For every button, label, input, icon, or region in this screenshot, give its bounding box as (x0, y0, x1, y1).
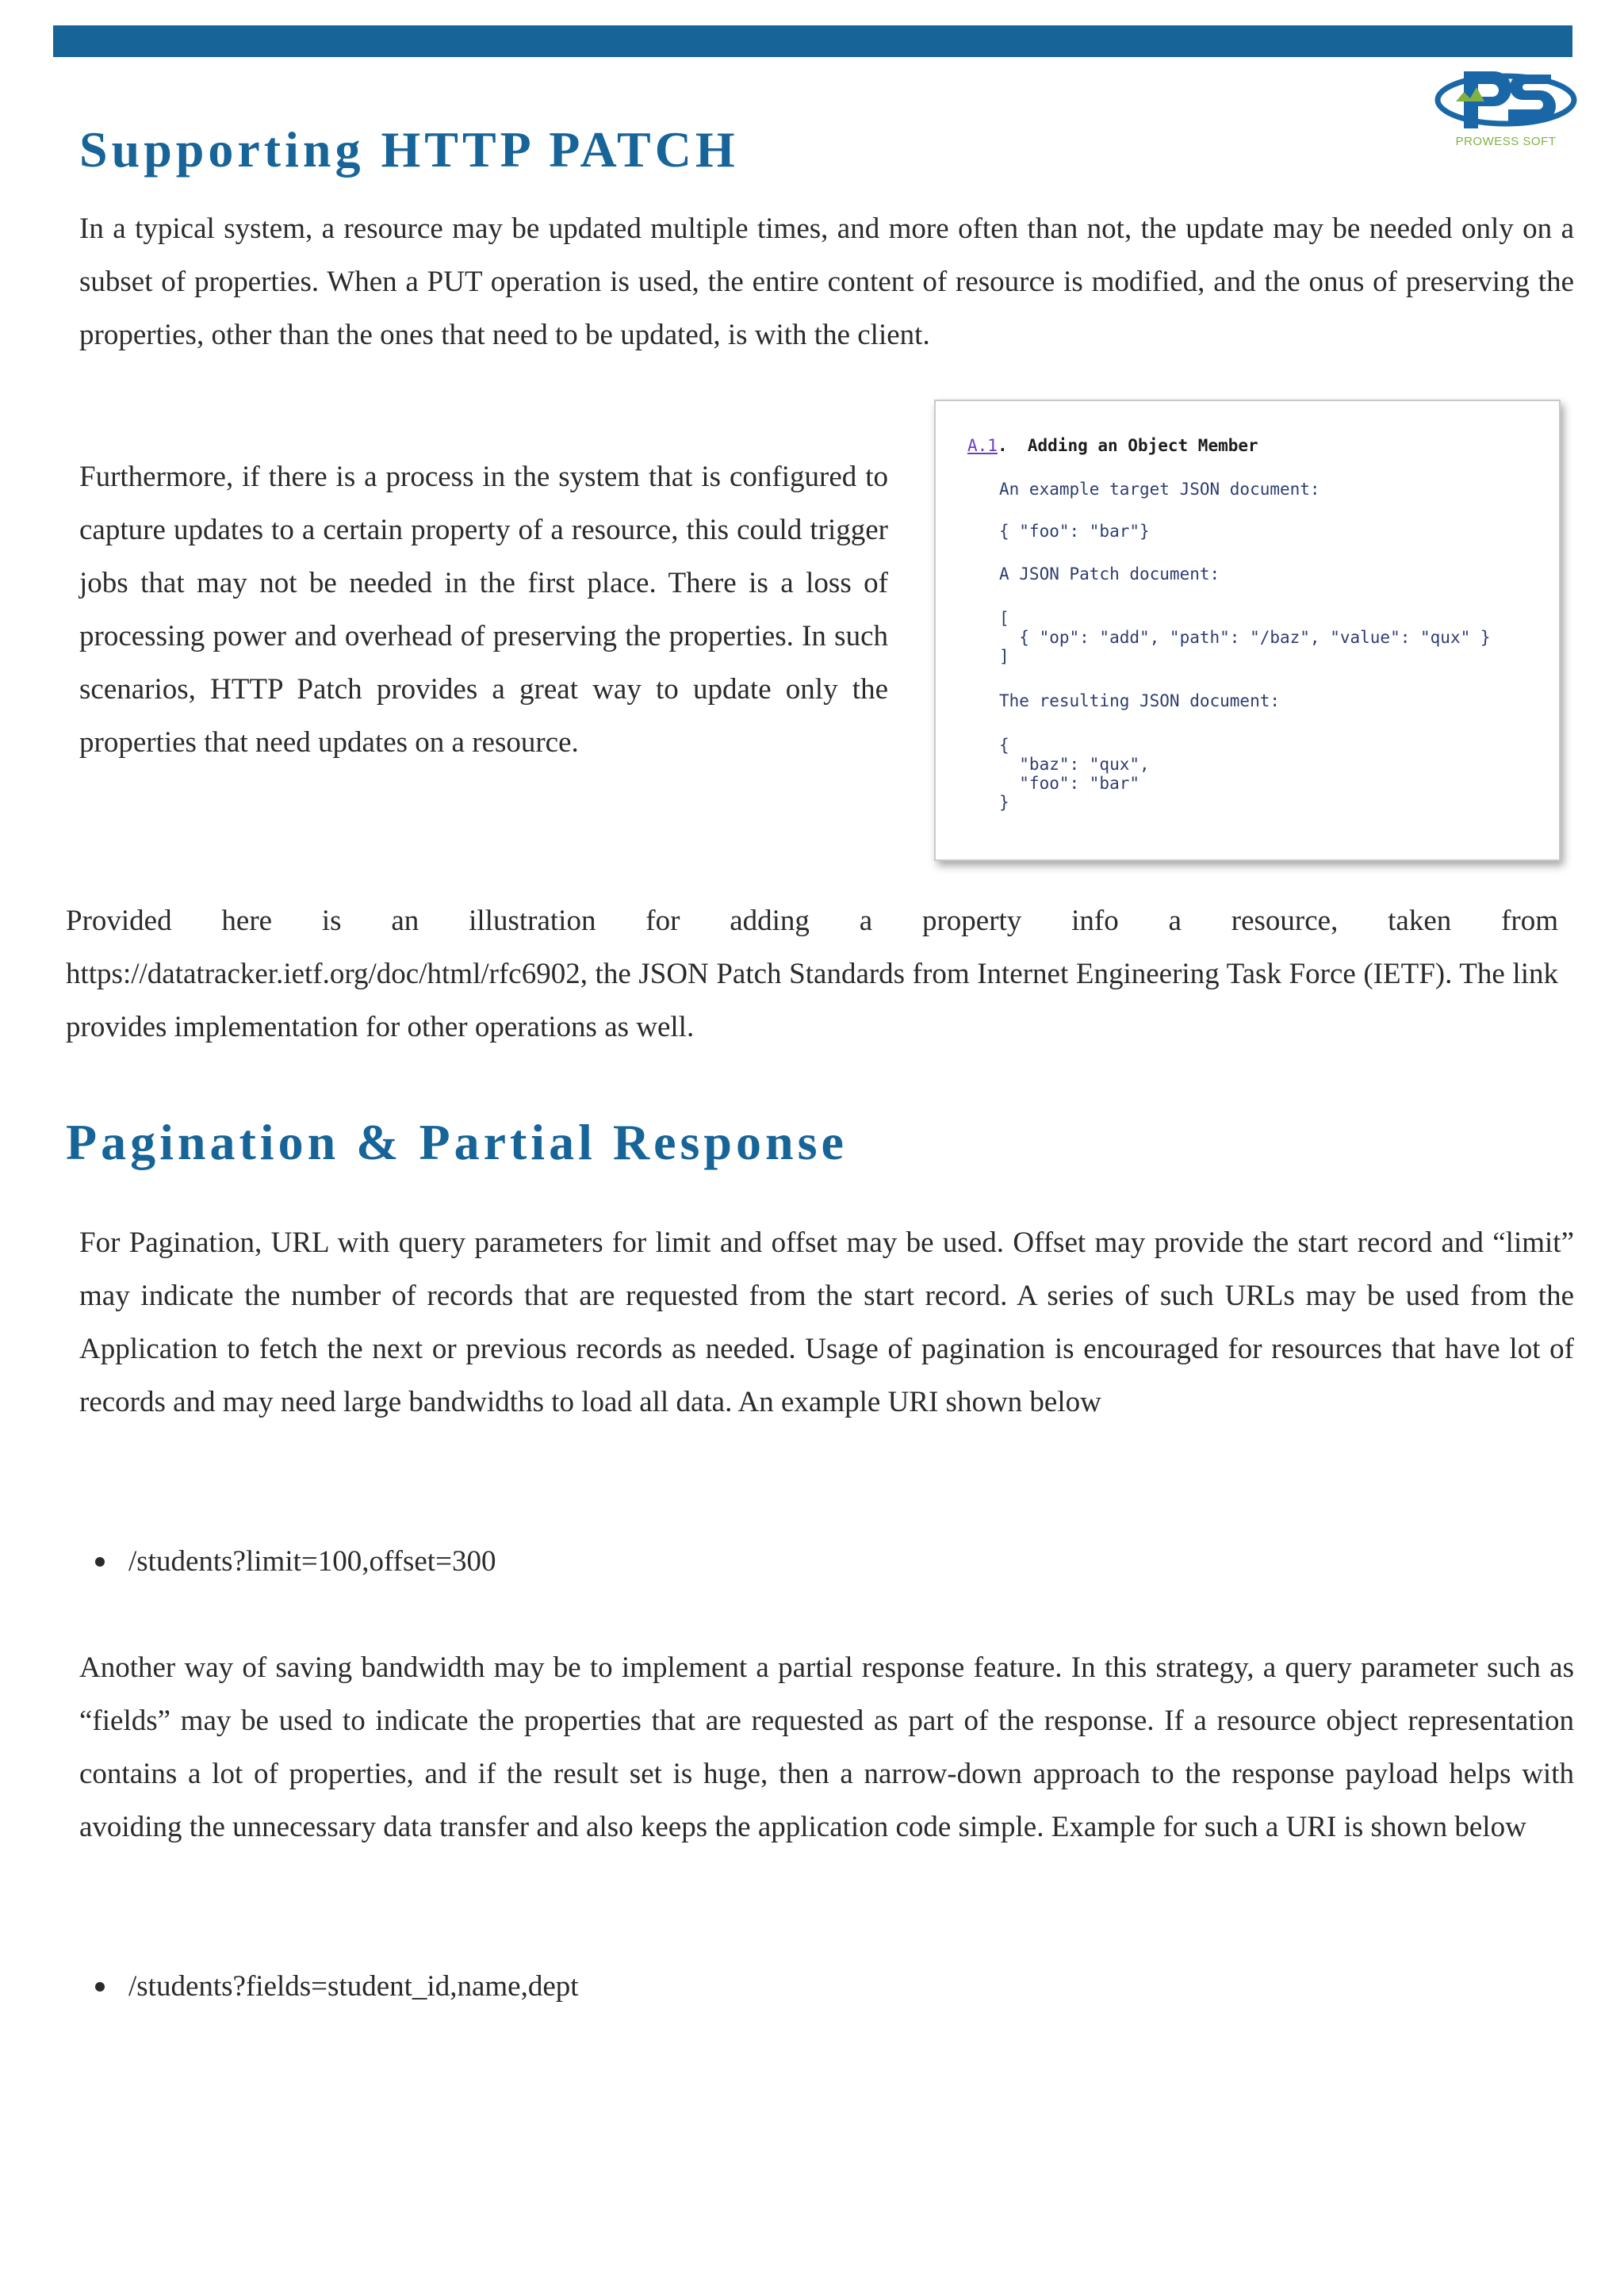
section-title-pagination: Pagination & Partial Response (66, 1114, 848, 1170)
rfc-section-title: . Adding an Object Member (997, 436, 1258, 455)
rfc-excerpt-image (934, 400, 1561, 861)
list-item-text: /students?limit=100,offset=300 (128, 1545, 496, 1578)
bullet-icon (95, 1982, 105, 1992)
logo-mark-icon (1432, 62, 1580, 135)
logo-subtitle: PROWESS SOFT (1455, 135, 1557, 148)
rfc-line: { "op": "add", "path": "/baz", "value": "qux" } (999, 628, 1491, 647)
rfc-line: { "foo": "bar"} (999, 522, 1150, 541)
rfc-line: } (999, 793, 1009, 812)
rfc-section-number: A.1 (967, 436, 998, 455)
paragraph-intro: In a typical system, a resource may be updated multiple times, and more often than not, the update may be needed only on a subset of properties. When a PUT operation is used, the entire content of resource is modified, and the onus of preserving the properties, other than the ones that need to be updated, is with the client. (79, 212, 1574, 351)
header-bar (53, 25, 1572, 57)
rfc-line: The resulting JSON document: (999, 691, 1281, 710)
rfc-line: "foo": "bar" (999, 774, 1140, 793)
rfc-line: [ (999, 609, 1009, 628)
list-item-text: /students?fields=student_id,name,dept (128, 1970, 579, 2003)
paragraph-pagination: For Pagination, URL with query parameters for limit and offset may be used. Offset may provide the start record and “limit” may indicate the number of records that are requested from the start record. A series of such URLs may be used from the Application to fetch the next or previous records as needed. Usage of pagination is encouraged for resources that have lot of records and may need large bandwidths to load all data. An example URI shown below (79, 1226, 1574, 1418)
paragraph-partial-response: Another way of saving bandwidth may be to implement a partial response feature. In this strategy, a query parameter such as “fields” may be used to indicate the properties that are requested as part of the response. If a resource object representation contains a lot of properties, and if the result set is huge, then a narrow-down approach to the response payload helps with avoiding the unnecessary data transfer and also keeps the application code simple. Example for such a URI is shown below (79, 1651, 1574, 1843)
paragraph-illustration-line1: Provided here is an illustration for adding a property info a resource, taken from (66, 905, 1558, 937)
rfc-line: ] (999, 647, 1009, 666)
bullet-icon (95, 1557, 105, 1567)
paragraph-illustration-rest: https://datatracker.ietf.org/doc/html/rfc6902, the JSON Patch Standards from Internet Engineering Task Force (IETF). The link provides implementation for other operations as well. (66, 958, 1558, 1043)
rfc-line: { (999, 736, 1009, 755)
list-item (95, 1535, 496, 1588)
rfc-excerpt-heading (967, 436, 1258, 455)
company-logo (1432, 62, 1580, 149)
paragraph-illustration (66, 894, 1558, 1054)
list-item (95, 1960, 579, 2013)
rfc-line: An example target JSON document: (999, 480, 1320, 499)
rfc-line: A JSON Patch document: (999, 564, 1220, 584)
rfc-line: "baz": "qux", (999, 755, 1150, 774)
section-title-http-patch: Supporting HTTP PATCH (79, 121, 739, 178)
paragraph-process: Furthermore, if there is a process in the system that is configured to capture updates to a certain property of a resource, this could trigger jobs that may not be needed in the first place. There is a loss of processing power and overhead of preserving the properties. In such scenarios, HTTP Patch provides a great way to update only the properties that need updates on a resource. (79, 461, 888, 759)
